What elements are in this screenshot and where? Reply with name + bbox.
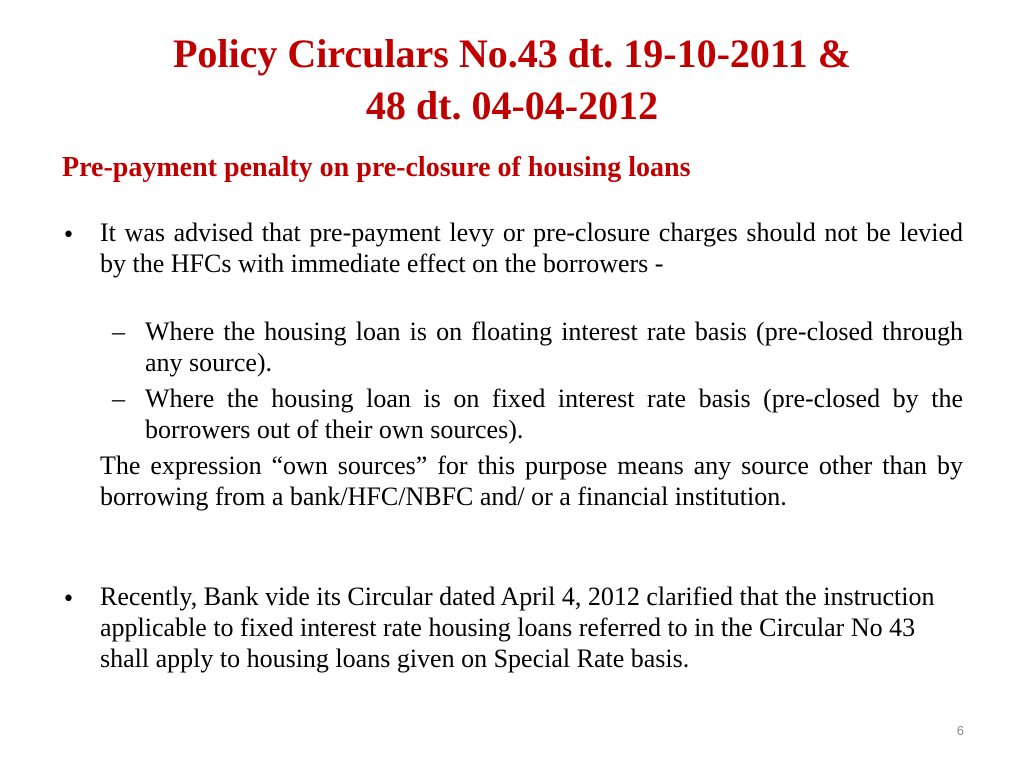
own-sources-note: The expression “own sources” for this purpose means any source other than by borrowing from a bank/HFC/NBFC and/ or a financial institution. [100, 451, 963, 511]
sub-item-2-text: Where the housing loan is on fixed interest rate basis (pre-closed by the borrowers out of their own sources). [145, 384, 963, 444]
slide-title-line-2: 48 dt. 04-04-2012 [365, 83, 659, 128]
bullet-marker-1: • [62, 223, 75, 248]
bullet-marker-2: • [62, 587, 75, 612]
sub-item-dash-2: – [112, 384, 125, 413]
bullet-1-text: It was advised that pre-payment levy or pre-closure charges should not be levied by the HFCs with immediate effect on the borrowers - [100, 218, 963, 278]
slide-title-line-1: Policy Circulars No.43 dt. 19-10-2011 & [172, 31, 852, 76]
bullet-2-text: Recently, Bank vide its Circular dated April 4, 2012 clarified that the instruction applicable to fixed interest rate housing loans referred to in the Circular No 43 shall apply to housing loans given on Special Rate basis. [100, 582, 935, 673]
sub-item-dash-1: – [112, 317, 125, 346]
sub-item-1-text: Where the housing loan is on floating interest rate basis (pre-closed through any source). [145, 317, 963, 377]
slide-subtitle: Pre-payment penalty on pre-closure of housing loans [62, 152, 691, 183]
page-number: 6 [956, 723, 964, 738]
